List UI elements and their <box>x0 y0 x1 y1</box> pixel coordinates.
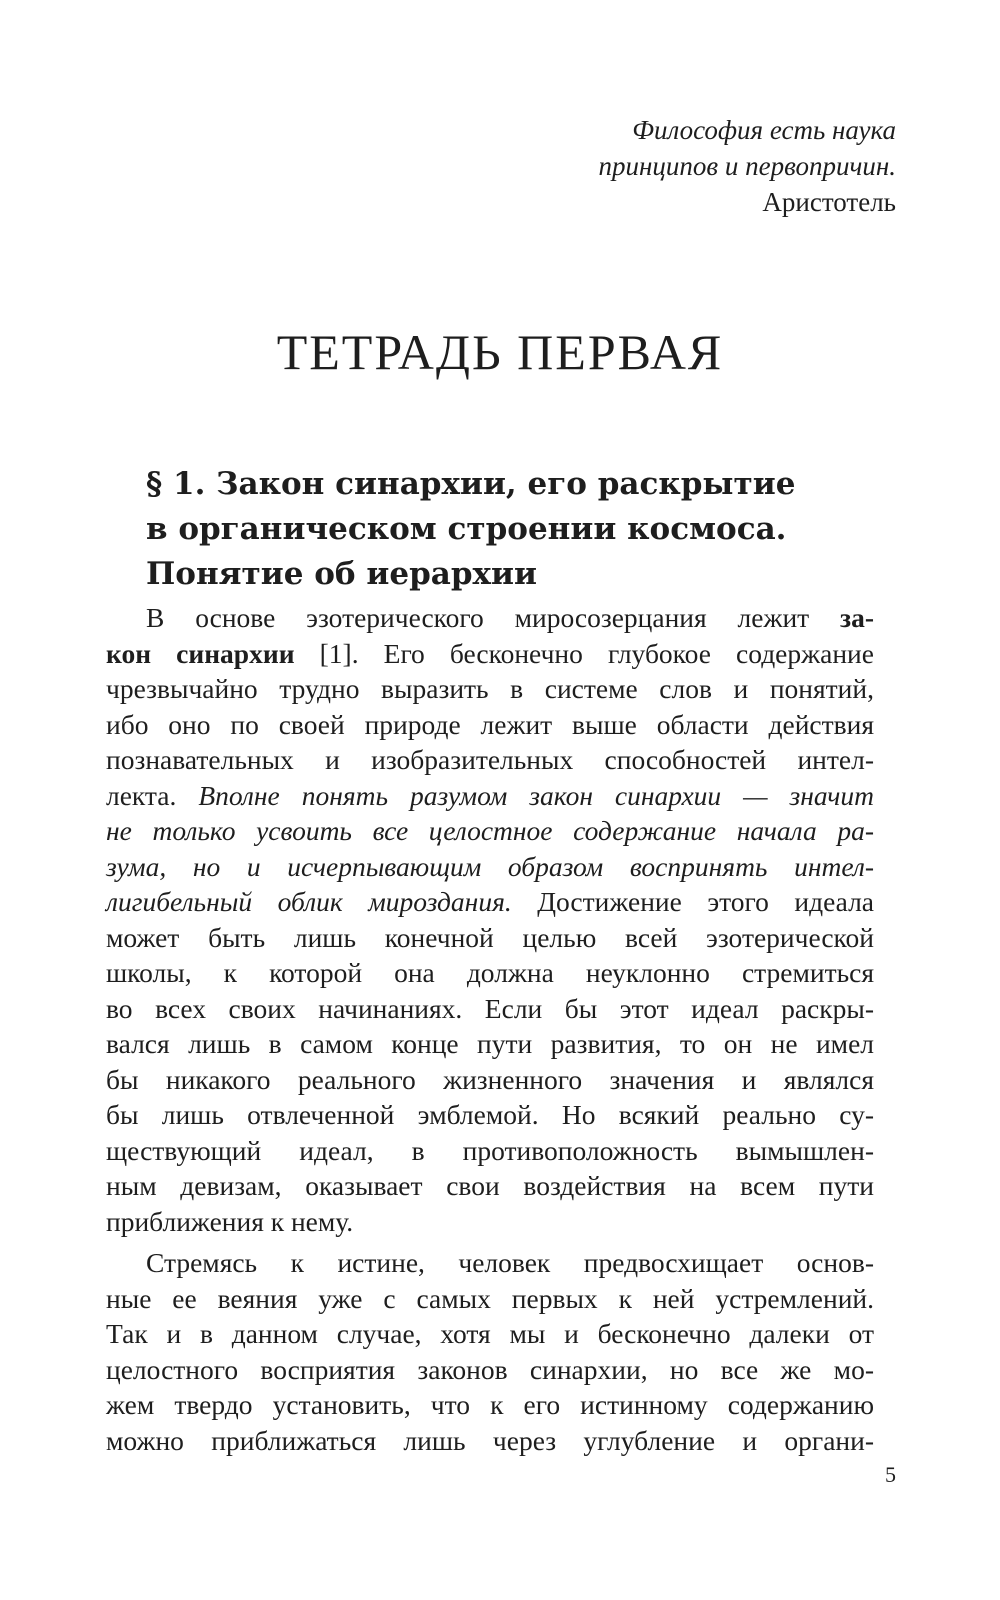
text-line: ные ее веяния уже с самых первых к ней устремлений. <box>106 1282 874 1314</box>
text-line: может быть лишь конечной целью всей эзотерической <box>106 921 874 953</box>
text-line: чрезвычайно трудно выразить в системе слов и понятий, <box>106 673 874 704</box>
text-run: [1]. Его бесконечно глубокое содержание <box>294 637 874 669</box>
text-line: школы, к которой она должна неуклонно стремиться <box>106 957 874 988</box>
text-line: ибо оно по своей природе лежит выше области действия <box>106 708 874 740</box>
page-number: 5 <box>885 1462 896 1487</box>
text-line: Стремясь к истине, человек предвосхищает основ- <box>146 1247 874 1278</box>
section-title <box>146 462 906 597</box>
text-line: ным девизам, оказывает свои воздействия на всем пути <box>106 1170 874 1201</box>
text-line: во всех своих начинаниях. Если бы этот идеал раскры- <box>106 992 874 1024</box>
section-title-line: § 1. Закон синархии, его раскрытие <box>146 466 796 502</box>
text-line <box>106 636 874 672</box>
text-run: Достижение этого идеала <box>511 886 875 917</box>
epigraph-quote-line: Философия есть наука <box>632 115 896 145</box>
epigraph-quote-line: принципов и первопричин. <box>598 151 896 181</box>
text-line: можно приближаться лишь через углубление и органи- <box>106 1424 874 1456</box>
text-line: бы никакого реального жизненного значения и являлся <box>106 1063 874 1095</box>
section-title-line: Понятие об иерархии <box>146 556 538 592</box>
text-line: приближения к нему. <box>106 1205 354 1237</box>
text-line <box>106 600 874 636</box>
text-line <box>106 884 874 920</box>
text-line: ществующий идеал, в противоположность вымышлен- <box>106 1134 874 1166</box>
section-title-line: в органическом строении космоса. <box>146 511 787 547</box>
italic-run: Вполне понять разумом закон синархии — значит <box>198 779 874 811</box>
text-line: Так и в данном случае, хотя мы и бесконечно далеки от <box>106 1318 874 1349</box>
text-line: познавательных и изобразительных способностей интел- <box>106 744 874 775</box>
bold-term: за- <box>840 602 874 633</box>
text-line: бы лишь отвлеченной эмблемой. Но всякий реально су- <box>106 1099 874 1130</box>
text-line <box>106 778 874 814</box>
text-run: лекта. <box>106 779 199 811</box>
paragraph-2 <box>106 1245 874 1458</box>
bold-term: кон синархии <box>106 637 295 669</box>
italic-run: зума, но и исчерпывающим образом воспринять интел- <box>106 850 874 882</box>
text-line: вался лишь в самом конце пути развития, то он не имел <box>106 1028 874 1059</box>
text-line: целостного восприятия законов синархии, но все же мо- <box>106 1353 874 1385</box>
epigraph <box>296 112 896 220</box>
chapter-title: ТЕТРАДЬ ПЕРВАЯ <box>276 324 724 380</box>
italic-run: лигибельный облик мироздания. <box>106 886 512 917</box>
text-line <box>106 849 874 885</box>
italic-run: не только усвоить все целостное содержание начала ра- <box>106 815 874 846</box>
text-run: В основе эзотерического миросозерцания лежит <box>146 602 841 633</box>
text-line <box>106 813 874 849</box>
body-text <box>106 600 874 1458</box>
text-line: жем твердо установить, что к его истинному содержанию <box>106 1389 874 1420</box>
paragraph-1 <box>106 600 874 1239</box>
epigraph-author: Аристотель <box>762 187 896 217</box>
